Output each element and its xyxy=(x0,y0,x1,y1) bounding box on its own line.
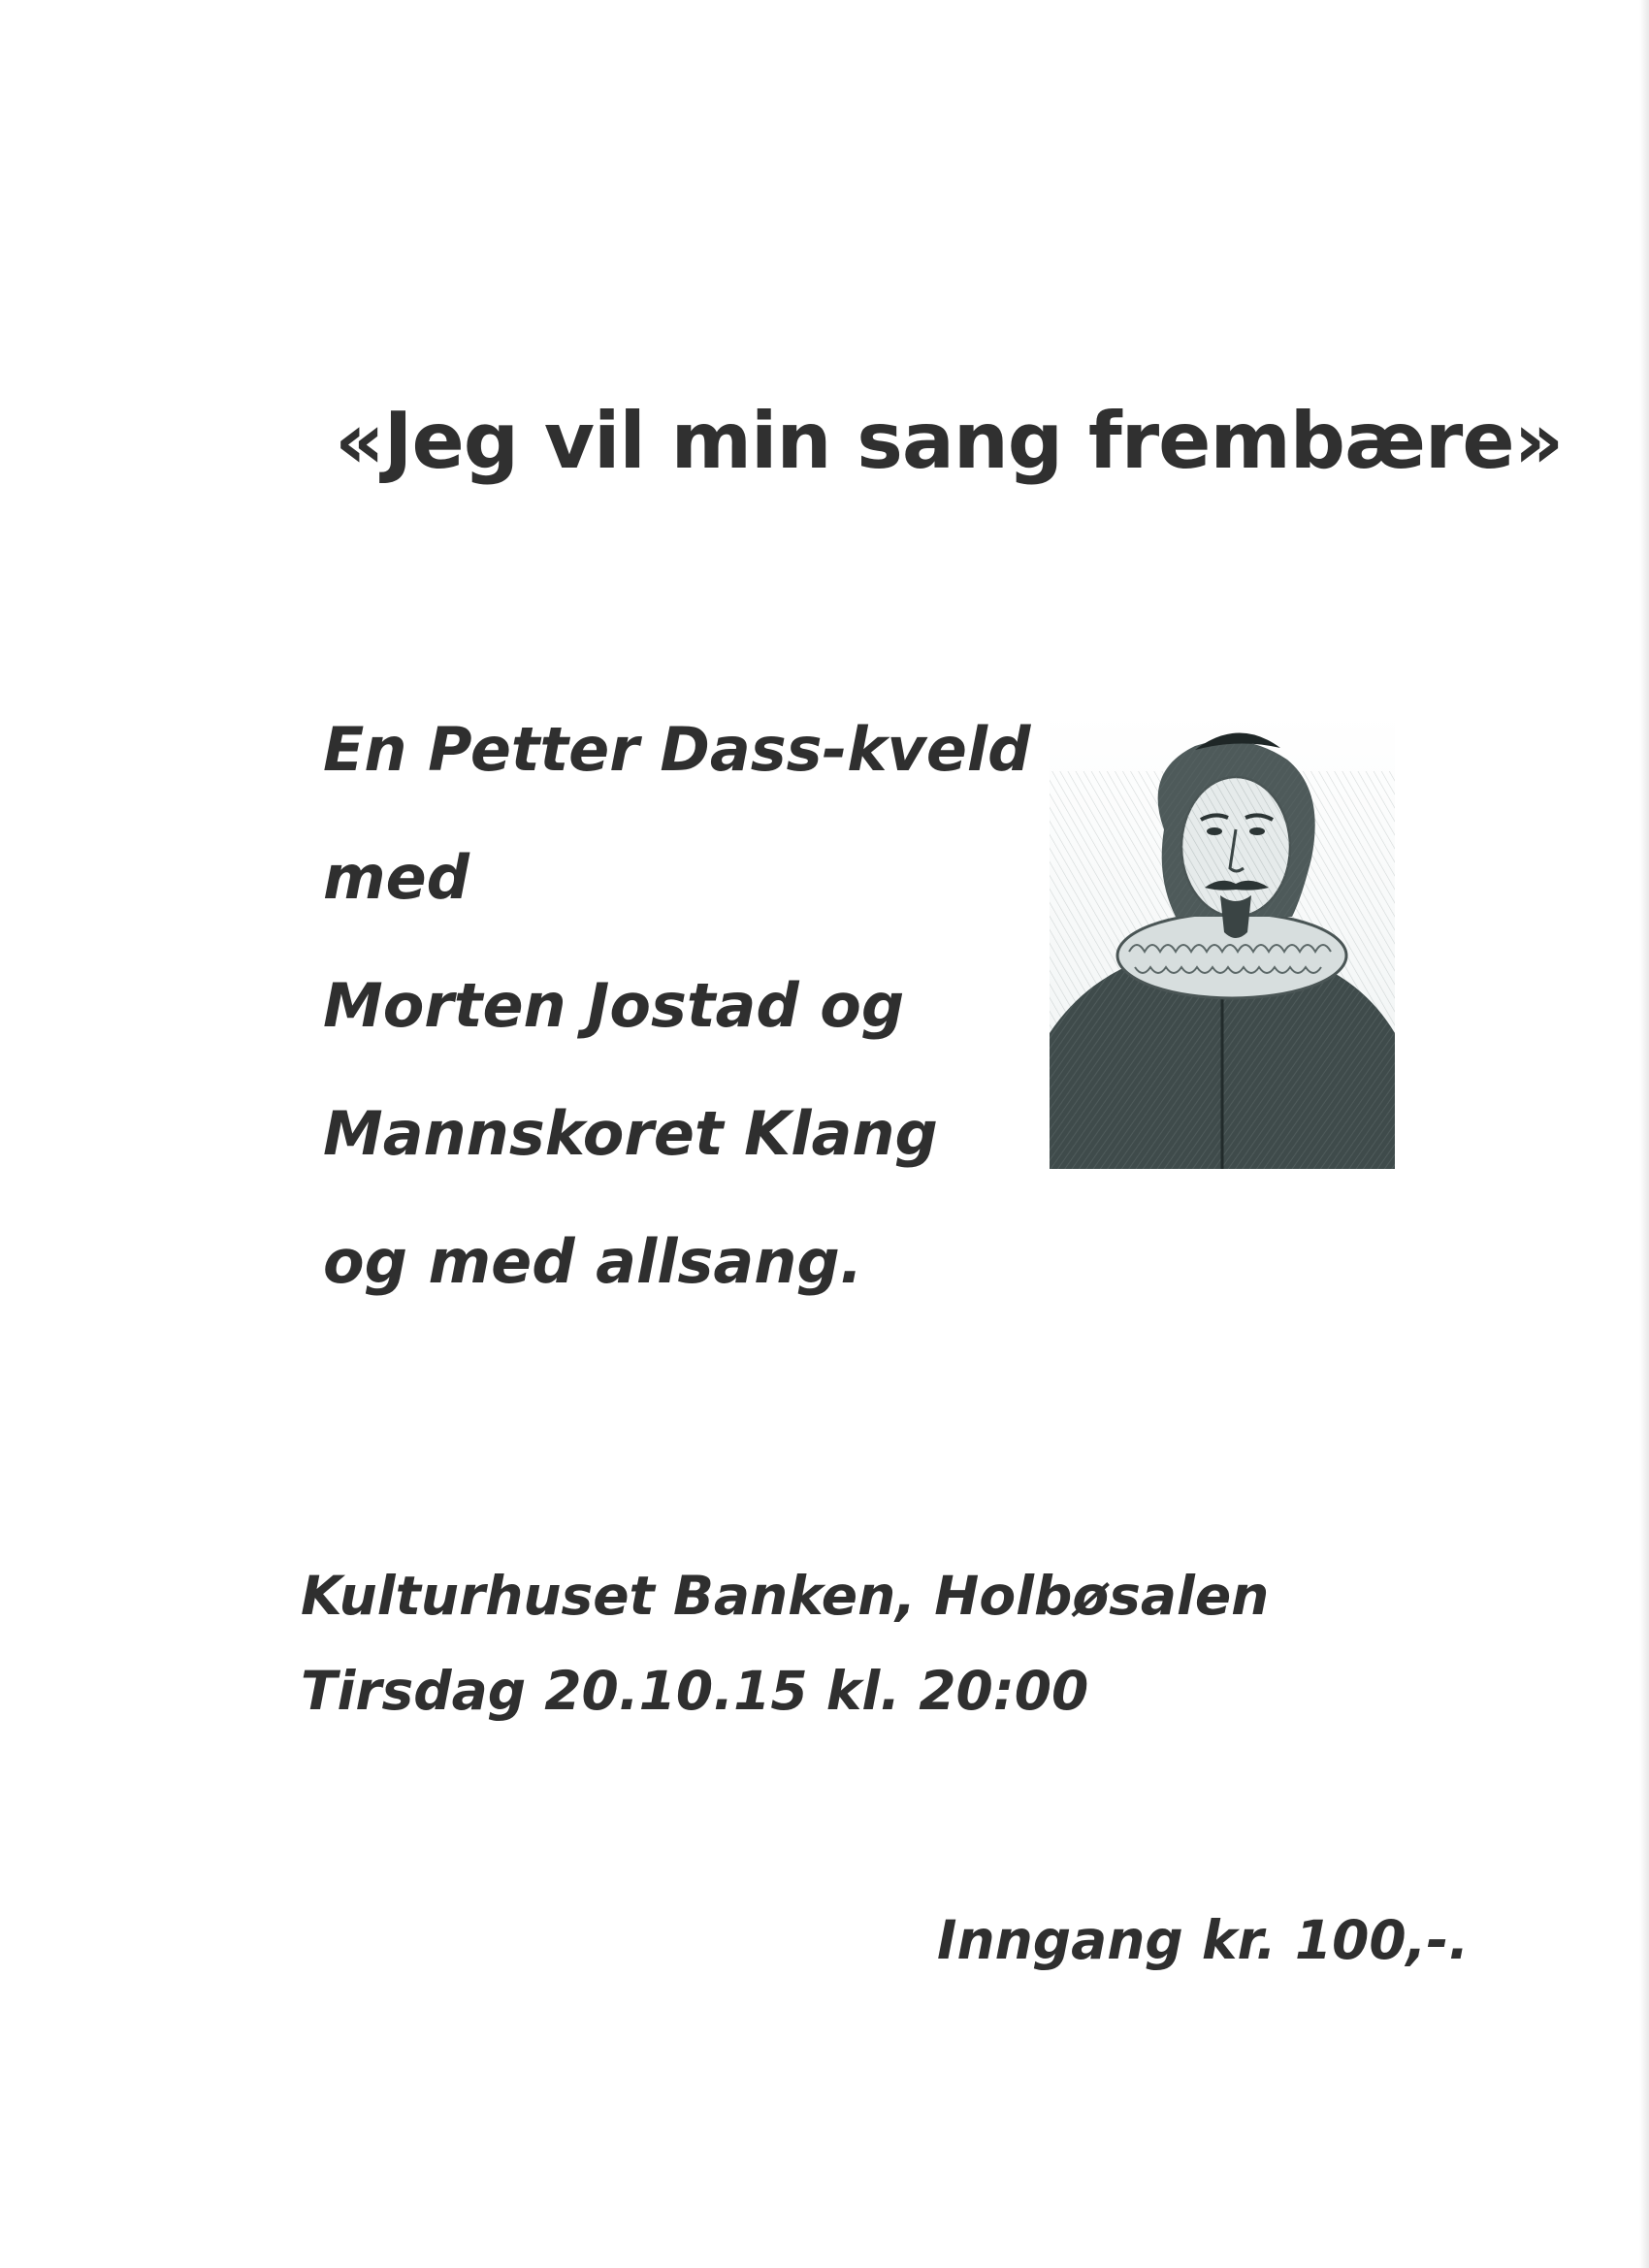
program-line: Morten Jostad og xyxy=(323,970,905,1041)
program-lines xyxy=(323,708,1031,1348)
venue-info xyxy=(301,1562,1269,1752)
venue-line: Kulturhuset Banken, Holbøsalen xyxy=(301,1565,1270,1627)
program-line: En Petter Dass-kveld xyxy=(323,714,1031,785)
program-line: og med allsang. xyxy=(323,1226,863,1297)
program-line: med xyxy=(323,842,470,913)
poster-title: «Jeg vil min sang frembære» xyxy=(335,396,1564,486)
admission-price: Inngang kr. 100,-. xyxy=(937,1909,1470,1971)
paper-edge-shadow xyxy=(1639,0,1649,2268)
program-line: Mannskoret Klang xyxy=(323,1098,938,1169)
date-line: Tirsdag 20.10.15 kl. 20:00 xyxy=(301,1660,1089,1722)
petter-dass-portrait xyxy=(1050,713,1395,1169)
